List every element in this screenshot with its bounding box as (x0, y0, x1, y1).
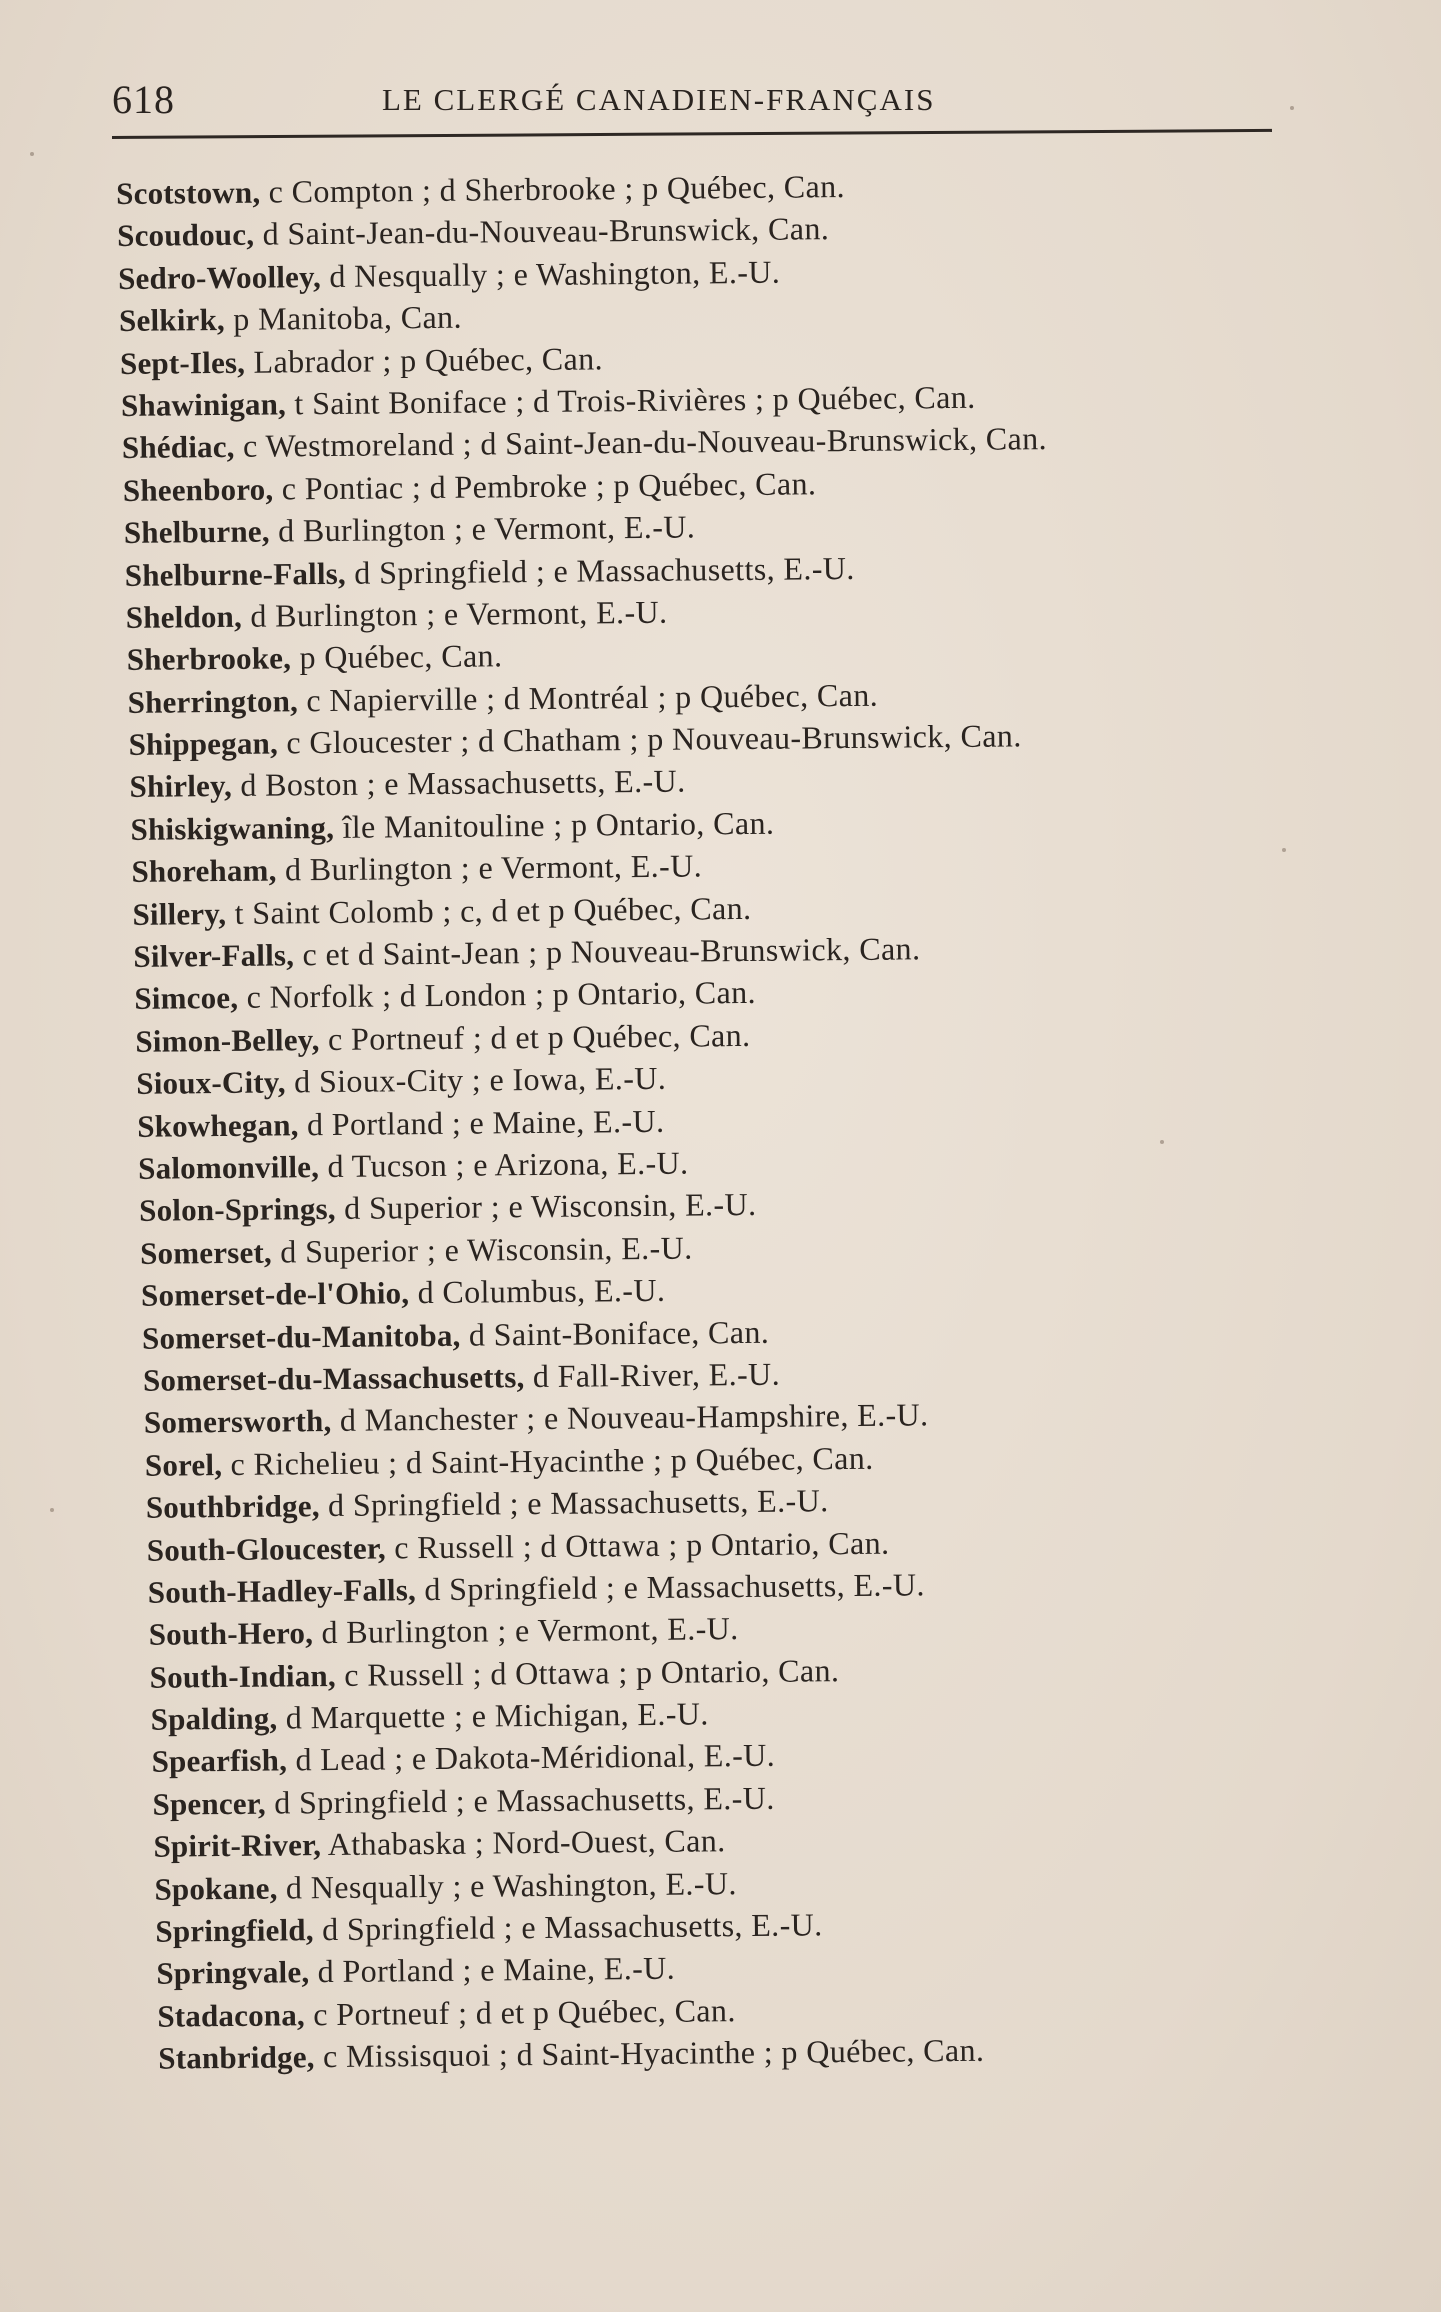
place-name: Sioux-City, (136, 1064, 286, 1102)
paper-speck (30, 152, 34, 156)
place-name: Sedro-Woolley, (117, 258, 322, 296)
page-number: 618 (112, 77, 175, 122)
paper-speck (50, 1508, 54, 1512)
place-name: South-Indian, (149, 1657, 336, 1695)
entry-details: Athabaska ; Nord-Ouest, Can. (320, 1822, 726, 1863)
entry-details: d Tucson ; e Arizona, E.-U. (318, 1144, 689, 1185)
entry-details: d Springfield ; e Massachusetts, E.-U. (265, 1779, 775, 1821)
entry-details: c et d Saint-Jean ; p Nouveau-Brunswick, Can. (293, 930, 921, 973)
place-name: Scoudouc, (116, 217, 255, 254)
place-name: Somerset-de-l'Ohio, (140, 1275, 410, 1313)
place-name: Shawinigan, (120, 386, 287, 423)
entry-details: c Missisquoi ; d Saint-Hyacinthe ; p Québec, Can. (314, 2031, 985, 2075)
place-name: Sillery, (132, 895, 227, 932)
place-name: Spearfish, (151, 1742, 288, 1780)
paper-speck (1160, 1140, 1164, 1144)
entry-details: c Pontiac ; d Pembroke ; p Québec, Can. (273, 465, 817, 507)
place-name: Shelburne-Falls, (124, 555, 347, 593)
place-name: Silver-Falls, (133, 937, 295, 974)
place-name: Simcoe, (134, 980, 239, 1017)
entry-list (116, 161, 1294, 2080)
place-name: Sorel, (144, 1446, 223, 1483)
place-name: Shoreham, (131, 852, 277, 890)
place-name: Stanbridge, (158, 2039, 315, 2076)
entry-details: d Marquette ; e Michigan, E.-U. (277, 1695, 709, 1736)
place-name: Sheenboro, (122, 471, 274, 508)
entry-details: t Saint Boniface ; d Trois-Rivières ; p Québec, Can. (285, 378, 976, 422)
entry-details: c Westmoreland ; d Saint-Jean-du-Nouveau-Brunswick, Can. (234, 420, 1048, 465)
entry-details: d Springfield ; e Massachusetts, E.-U. (313, 1906, 823, 1948)
place-name: Sheldon, (125, 598, 243, 635)
entry-details: d Saint-Jean-du-Nouveau-Brunswick, Can. (254, 210, 830, 253)
entry-details: d Boston ; e Massachusetts, E.-U. (231, 763, 686, 804)
entry-details: Labrador ; p Québec, Can. (244, 339, 604, 380)
place-name: Shirley, (129, 768, 233, 805)
place-name: South-Hadley-Falls, (147, 1572, 417, 1610)
entry-details: d Burlington ; e Vermont, E.-U. (269, 508, 696, 549)
place-name: Spencer, (152, 1785, 266, 1822)
entry-details: d Lead ; e Dakota-Méridional, E.-U. (286, 1737, 776, 1778)
page-header (112, 72, 1272, 142)
place-name: Solon-Springs, (138, 1191, 336, 1229)
entry-details: c Richelieu ; d Saint-Hyacinthe ; p Québec, Can. (221, 1439, 874, 1482)
entry-details: d Columbus, E.-U. (409, 1271, 666, 1311)
entry-details: d Superior ; e Wisconsin, E.-U. (271, 1229, 693, 1270)
entry-details: c Portneuf ; d et p Québec, Can. (319, 1016, 751, 1057)
entry-details: d Portland ; e Maine, E.-U. (298, 1102, 665, 1142)
entry-details: c Compton ; d Sherbrooke ; p Québec, Can. (260, 168, 846, 210)
place-name: Somersworth, (143, 1403, 332, 1441)
entry-details: d Burlington ; e Vermont, E.-U. (312, 1610, 739, 1651)
place-name: Shelburne, (123, 513, 270, 551)
place-name: Somerset, (139, 1234, 273, 1271)
entry-details: d Sioux-City ; e Iowa, E.-U. (285, 1059, 667, 1100)
place-name: Shiskigwaning, (130, 809, 335, 847)
place-name: Skowhegan, (137, 1106, 299, 1144)
place-name: Sherbrooke, (126, 640, 292, 678)
entry-details: d Burlington ; e Vermont, E.-U. (276, 847, 703, 888)
place-name: Somerset-du-Manitoba, (141, 1317, 461, 1356)
place-name: Spalding, (150, 1700, 278, 1737)
place-name: South-Hero, (148, 1615, 314, 1653)
entry-details: d Springfield ; e Massachusetts, E.-U. (415, 1566, 925, 1608)
place-name: Springfield, (155, 1912, 314, 1949)
entry-details: d Superior ; e Wisconsin, E.-U. (335, 1186, 757, 1227)
entry-details: c Russell ; d Ottawa ; p Ontario, Can. (335, 1651, 840, 1693)
entry-details: c Russell ; d Ottawa ; p Ontario, Can. (385, 1524, 890, 1565)
place-name: Shippegan, (128, 725, 279, 762)
place-name: Spirit-River, (153, 1827, 322, 1864)
entry-details: d Nesqually ; e Washington, E.-U. (320, 253, 781, 294)
place-name: Southbridge, (145, 1488, 320, 1525)
entry-details: d Portland ; e Maine, E.-U. (309, 1950, 676, 1990)
entry-details: d Burlington ; e Vermont, E.-U. (241, 593, 668, 634)
entry-details: t Saint Colomb ; c, d et p Québec, Can. (226, 889, 752, 931)
entry-details: p Québec, Can. (290, 637, 503, 676)
place-name: Sherrington, (127, 682, 299, 720)
entry-details: d Saint-Boniface, Can. (460, 1313, 770, 1353)
running-title: LE CLERGÉ CANADIEN-FRANÇAIS (382, 82, 936, 117)
place-name: Stadacona, (157, 1997, 306, 2034)
place-name: Sept-Iles, (119, 344, 246, 381)
entry-details: c Portneuf ; d et p Québec, Can. (304, 1991, 736, 2033)
place-name: Somerset-du-Massachusetts, (142, 1359, 525, 1398)
header-rule (112, 129, 1272, 139)
entry-details: d Springfield ; e Massachusetts, E.-U. (319, 1482, 829, 1524)
entry-details: c Norfolk ; d London ; p Ontario, Can. (238, 974, 757, 1016)
place-name: Salomonville, (138, 1149, 320, 1186)
place-name: Shédiac, (121, 429, 235, 466)
entry-details: c Gloucester ; d Chatham ; p Nouveau-Brunswick, Can. (277, 717, 1022, 761)
paper-speck (1282, 848, 1286, 852)
paper-speck (1290, 106, 1294, 110)
entry-details: d Fall-River, E.-U. (524, 1355, 781, 1395)
entry-details: d Nesqually ; e Washington, E.-U. (277, 1864, 737, 1906)
entry-details: p Manitoba, Can. (224, 298, 463, 338)
place-name: Spokane, (154, 1870, 278, 1907)
place-name: South-Gloucester, (146, 1529, 387, 1568)
entry-details: c Napierville ; d Montréal ; p Québec, Can. (297, 676, 879, 718)
entry-details: d Manchester ; e Nouveau-Hampshire, E.-U. (331, 1396, 929, 1439)
entry-details: d Springfield ; e Massachusetts, E.-U. (345, 549, 855, 591)
entry-details: île Manitouline ; p Ontario, Can. (333, 804, 775, 845)
place-name: Scotstown, (116, 174, 261, 211)
place-name: Selkirk, (118, 302, 226, 339)
place-name: Springvale, (156, 1954, 310, 1992)
place-name: Simon-Belley, (135, 1021, 320, 1059)
